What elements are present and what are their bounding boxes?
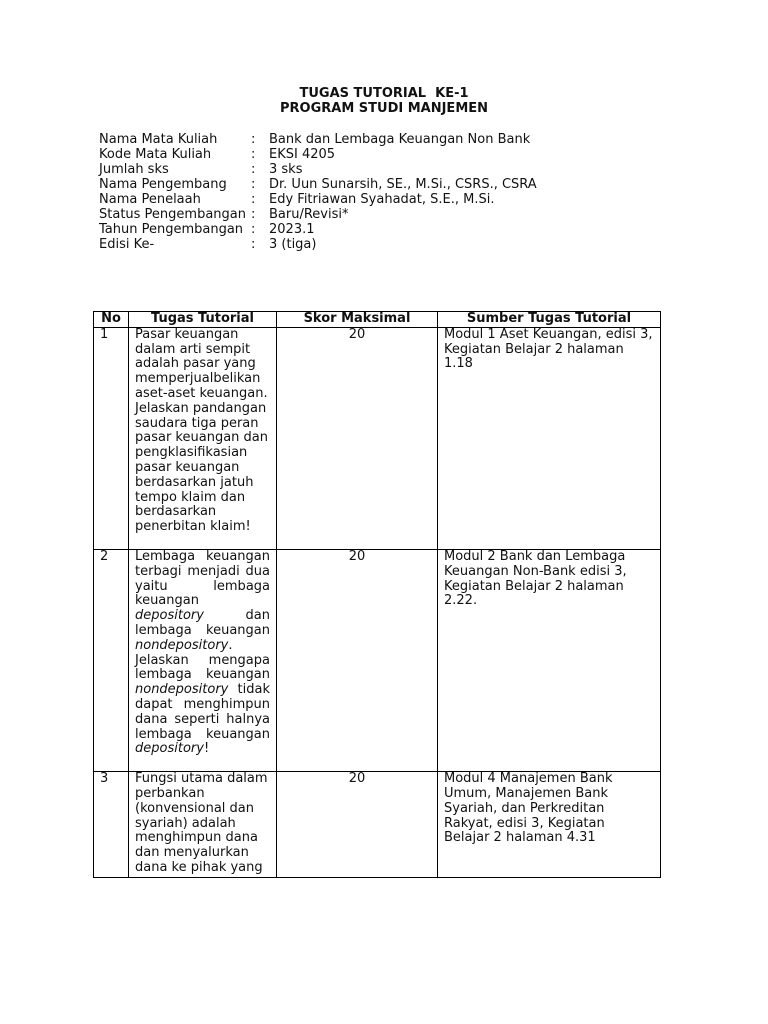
- info-separator: :: [251, 237, 256, 252]
- table-row: [94, 772, 661, 878]
- info-value: Edy Fitriawan Syahadat, S.E., M.Si.: [269, 192, 495, 207]
- task-text: Fungsi utama dalam perbankan (konvensional dan syariah) adalah menghimpun dana dan menyalurkan dana ke pihak yang: [135, 772, 268, 875]
- task-text-cell: [129, 772, 277, 878]
- task-table: [93, 311, 661, 878]
- info-row: [99, 207, 699, 222]
- table-header-row: [94, 312, 661, 328]
- task-text-part: dan lembaga keuangan: [135, 608, 270, 638]
- info-separator: :: [251, 177, 256, 192]
- info-value: Baru/Revisi*: [269, 207, 349, 222]
- row-number: 3: [94, 772, 129, 878]
- col-header-score: Skor Maksimal: [277, 312, 438, 328]
- info-value: 2023.1: [269, 222, 315, 237]
- info-label: Nama Penelaah: [99, 192, 201, 207]
- info-separator: :: [251, 132, 256, 147]
- info-label: Nama Pengembang: [99, 177, 227, 192]
- info-value: EKSI 4205: [269, 147, 336, 162]
- info-row: [99, 147, 699, 162]
- info-row: [99, 192, 699, 207]
- document-title: [0, 86, 768, 116]
- col-header-no: No: [94, 312, 129, 328]
- task-text-part: Lembaga keuangan terbagi menjadi dua yaitu lembaga keuangan: [135, 548, 270, 609]
- title-line-1: TUGAS TUTORIAL KE-1: [299, 86, 469, 101]
- task-source: Modul 4 Manajemen Bank Umum, Manajemen Bank Syariah, dan Perkreditan Rakyat, edisi 3, Kegiatan Belajar 2 halaman 4.31: [438, 772, 661, 878]
- info-row: [99, 177, 699, 192]
- task-term-italic: nondepository: [135, 682, 229, 698]
- info-separator: :: [251, 192, 256, 207]
- info-separator: :: [251, 207, 256, 222]
- title-line-2: PROGRAM STUDI MANJEMEN: [279, 101, 489, 116]
- info-row: [99, 222, 699, 237]
- info-row: [99, 132, 699, 147]
- info-separator: :: [251, 222, 256, 237]
- info-label: Nama Mata Kuliah: [99, 132, 218, 147]
- info-separator: :: [251, 162, 256, 177]
- task-term-italic: depository: [135, 741, 204, 757]
- row-number: 1: [94, 327, 129, 549]
- table-row: [94, 549, 661, 771]
- col-header-task: Tugas Tutorial: [129, 312, 277, 328]
- course-info: [99, 132, 699, 252]
- task-text-part: !: [203, 741, 210, 757]
- table-row: [94, 327, 661, 549]
- max-score: 20: [277, 327, 438, 549]
- info-label: Jumlah sks: [99, 162, 169, 177]
- row-number: 2: [94, 549, 129, 771]
- task-source: Modul 2 Bank dan Lembaga Keuangan Non-Bank edisi 3, Kegiatan Belajar 2 halaman 2.22.: [438, 549, 661, 771]
- info-label: Kode Mata Kuliah: [99, 147, 212, 162]
- task-source: Modul 1 Aset Keuangan, edisi 3, Kegiatan Belajar 2 halaman 1.18: [438, 327, 661, 549]
- task-term-italic: nondepository: [135, 637, 229, 653]
- col-header-source: Sumber Tugas Tutorial: [438, 312, 661, 328]
- info-row: [99, 162, 699, 177]
- task-text-part: tidak dapat menghimpun dana seperti halnya lembaga keuangan: [135, 682, 270, 742]
- info-value: Dr. Uun Sunarsih, SE., M.Si., CSRS., CSRA: [269, 177, 537, 192]
- max-score: 20: [277, 549, 438, 771]
- info-value: 3 (tiga): [269, 237, 317, 252]
- info-label: Edisi Ke-: [99, 237, 155, 252]
- task-text-part: . Jelaskan mengapa lembaga keuangan: [135, 637, 270, 683]
- info-label: Tahun Pengembangan: [99, 222, 244, 237]
- task-term-italic: depository: [135, 608, 204, 624]
- info-separator: :: [251, 147, 256, 162]
- info-value: 3 sks: [269, 162, 303, 177]
- task-text: Pasar keuangan dalam arti sempit adalah pasar yang memperjualbelikan aset-aset keuangan. Jelaskan pandangan saudara tiga peran pasar keuangan dan pengklasifikasian pasar keuangan berdasarkan jatuh tempo klaim dan berdasarkan penerbitan klaim!: [129, 327, 277, 549]
- info-value: Bank dan Lembaga Keuangan Non Bank: [269, 132, 531, 147]
- max-score: 20: [277, 772, 438, 878]
- task-text: [129, 549, 277, 771]
- info-label: Status Pengembangan: [99, 207, 246, 222]
- info-row: [99, 237, 699, 252]
